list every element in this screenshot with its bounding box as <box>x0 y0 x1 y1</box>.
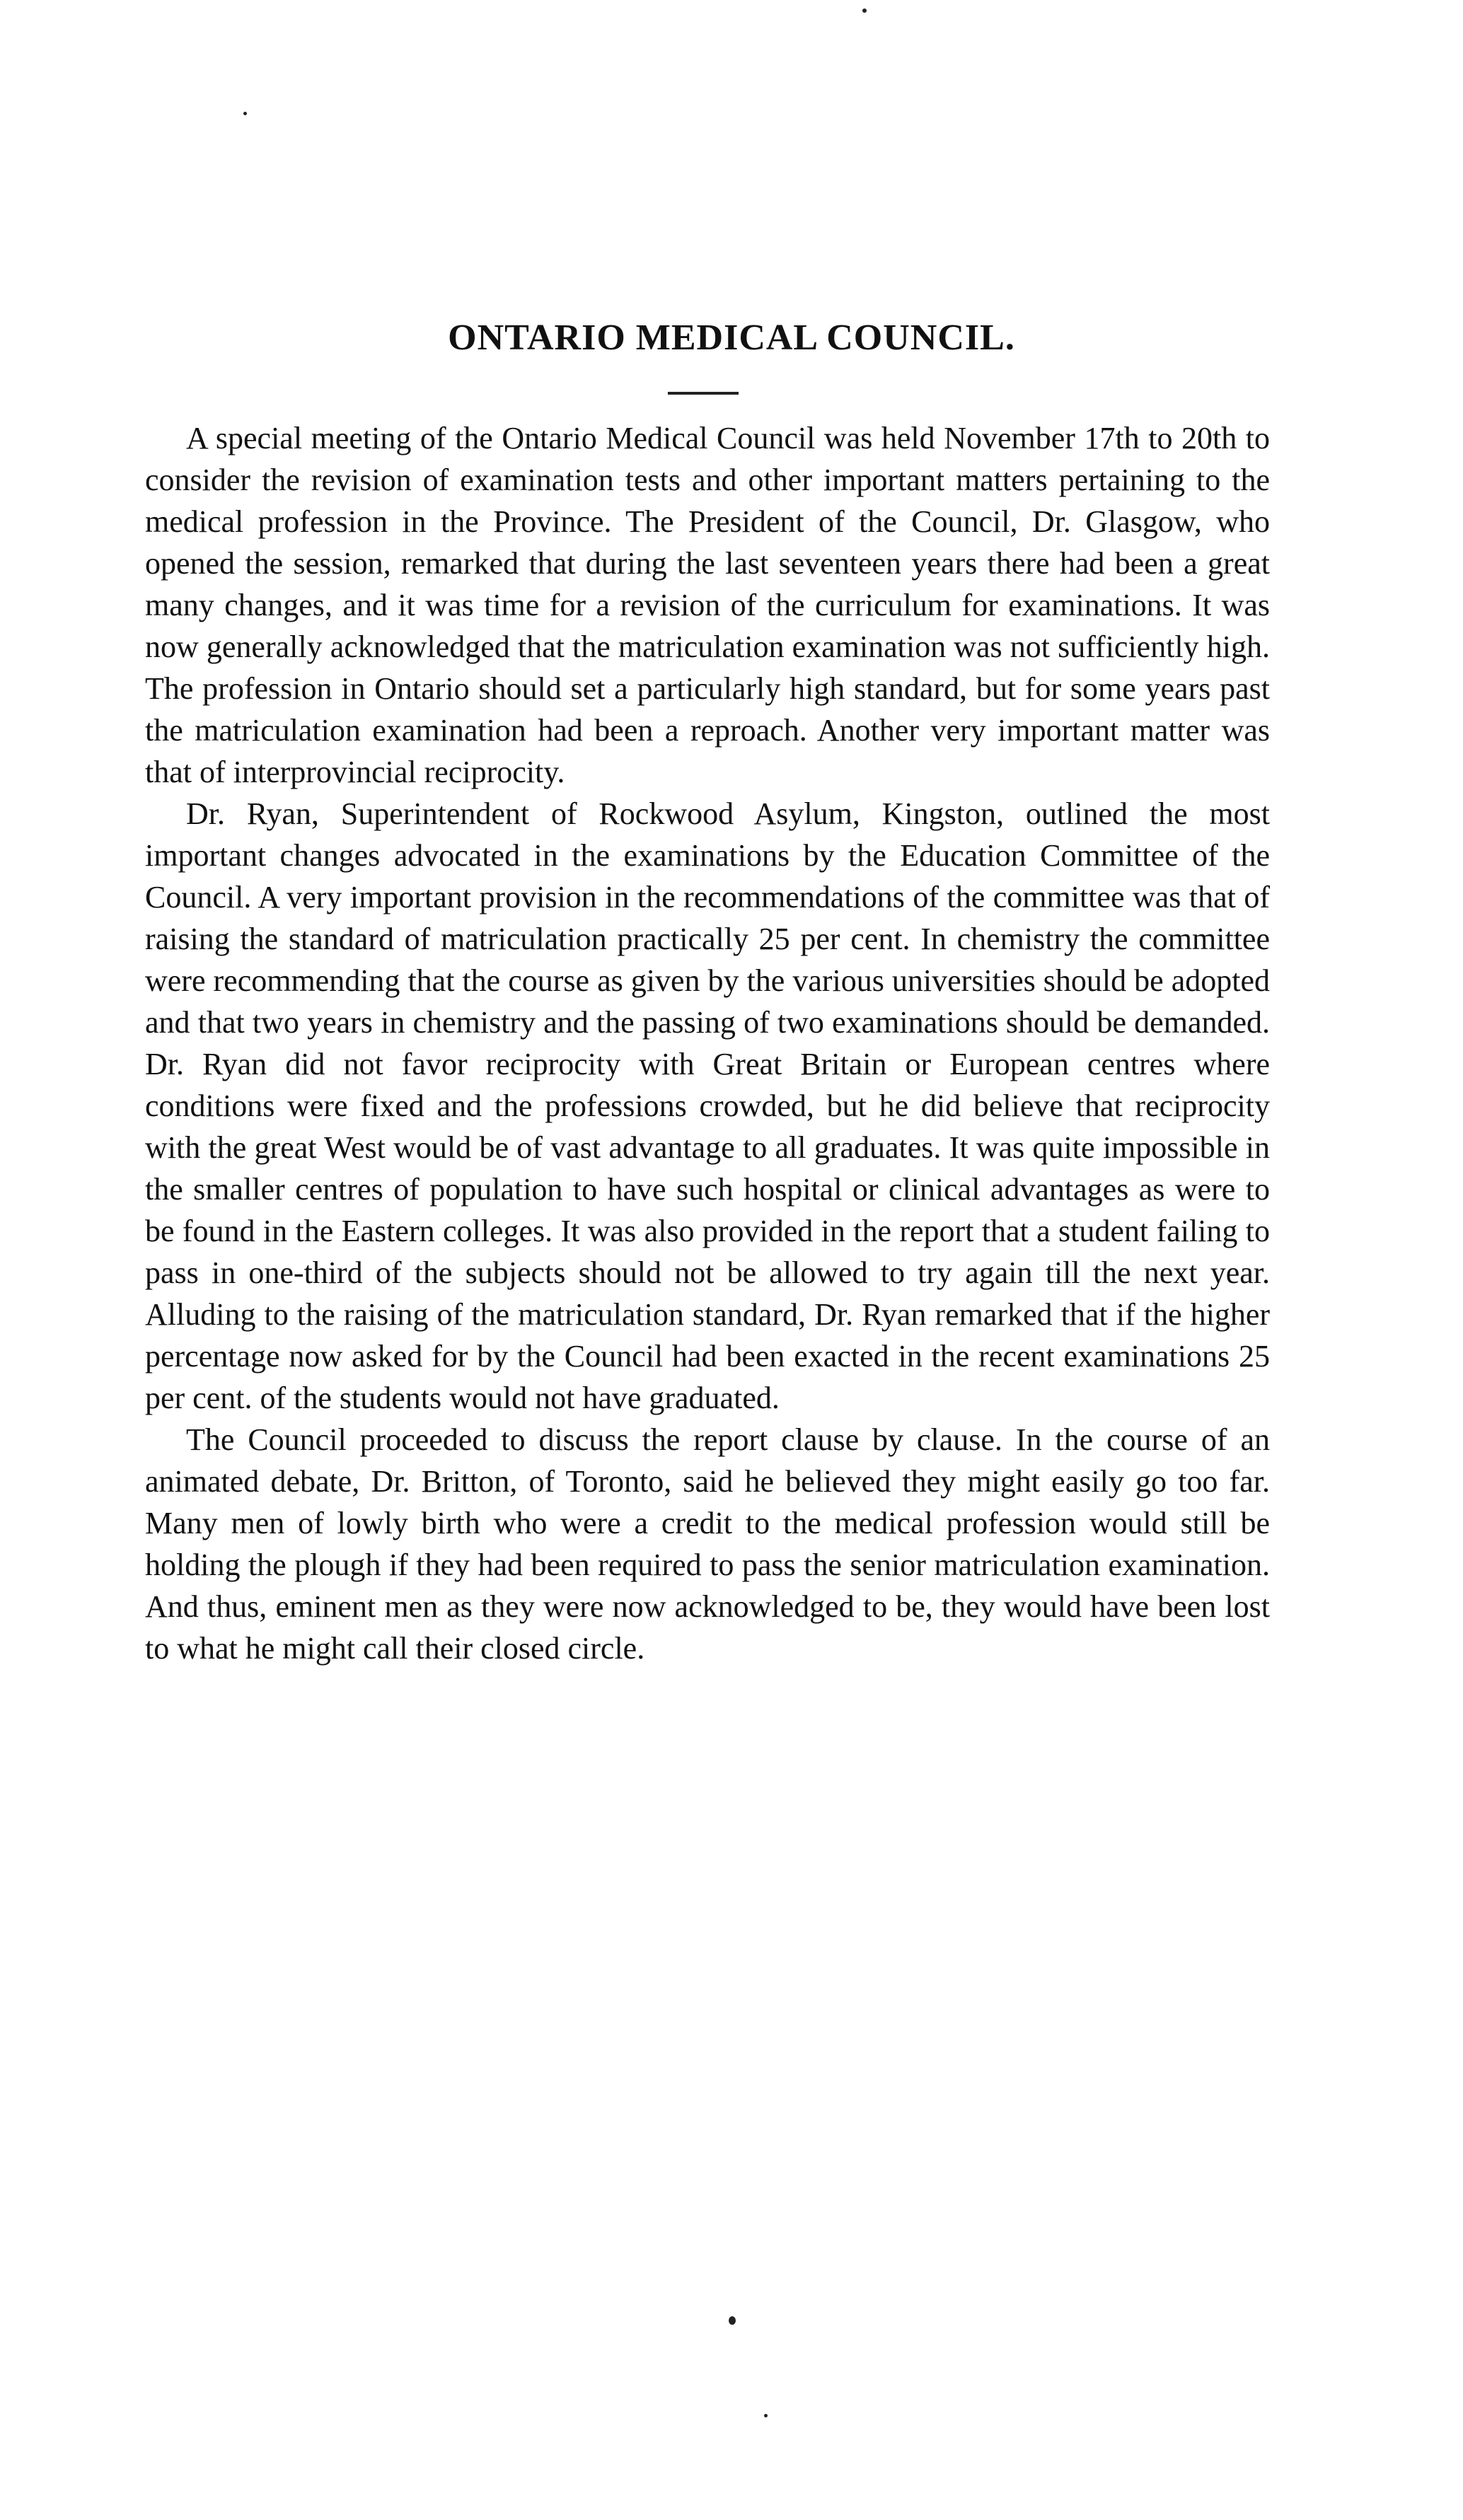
paragraph-3: The Council proceeded to discuss the report clause by clause. In the course of an animated debate, Dr. Britton, of Toronto, said he believed they might easily go too far. Many men of lowly birth who were a credit to the medical profession would still be holding the plough if they had been required to pass the senior matriculation examination. And thus, eminent men as they were now acknowledged to be, they would have been lost to what he might call their closed circle. <box>145 1422 1270 1666</box>
print-speck <box>764 2414 768 2417</box>
title-divider <box>668 392 739 395</box>
article-body <box>145 417 1270 1669</box>
paragraph-2: Dr. Ryan, Superintendent of Rockwood Asylum, Kingston, outlined the most important changes advocated in the examinations by the Education Committee of the Council. A very important provision in the recommendations of the committee was that of raising the standard of matriculation practically 25 per cent. In chemistry the committee were recommending that the course as given by the various universities should be adopted and that two years in chemistry and the passing of two examinations should be demanded. Dr. Ryan did not favor reciprocity with Great Britain or European centres where conditions were fixed and the professions crowded, but he did believe that reciprocity with the great West would be of vast advantage to all graduates. It was quite impossible in the smaller centres of population to have such hospital or clinical advantages as were to be found in the Eastern colleges. It was also provided in the report that a student failing to pass in one-third of the subjects should not be allowed to try again till the next year. Alluding to the raising of the matriculation standard, Dr. Ryan remarked that if the higher percentage now asked for by the Council had been exacted in the recent examinations 25 per cent. of the students would not have graduated. <box>145 796 1270 1415</box>
print-speck <box>862 8 867 13</box>
print-speck <box>729 2316 736 2325</box>
article-title: ONTARIO MEDICAL COUNCIL. <box>448 318 1015 358</box>
print-speck <box>243 112 247 115</box>
paragraph-1: A special meeting of the Ontario Medical Council was held November 17th to 20th to consider the revision of examination tests and other important matters pertaining to the medical profession in the Province. The President of the Council, Dr. Glasgow, who opened the session, remarked that during the last seventeen years there had been a great many changes, and it was time for a revision of the curriculum for examinations. It was now generally acknowledged that the matriculation examination was not sufficiently high. The profession in Ontario should set a particularly high standard, but for some years past the matriculation examination had been a reproach. Another very important matter was that of interprovincial reciprocity. <box>145 421 1270 789</box>
